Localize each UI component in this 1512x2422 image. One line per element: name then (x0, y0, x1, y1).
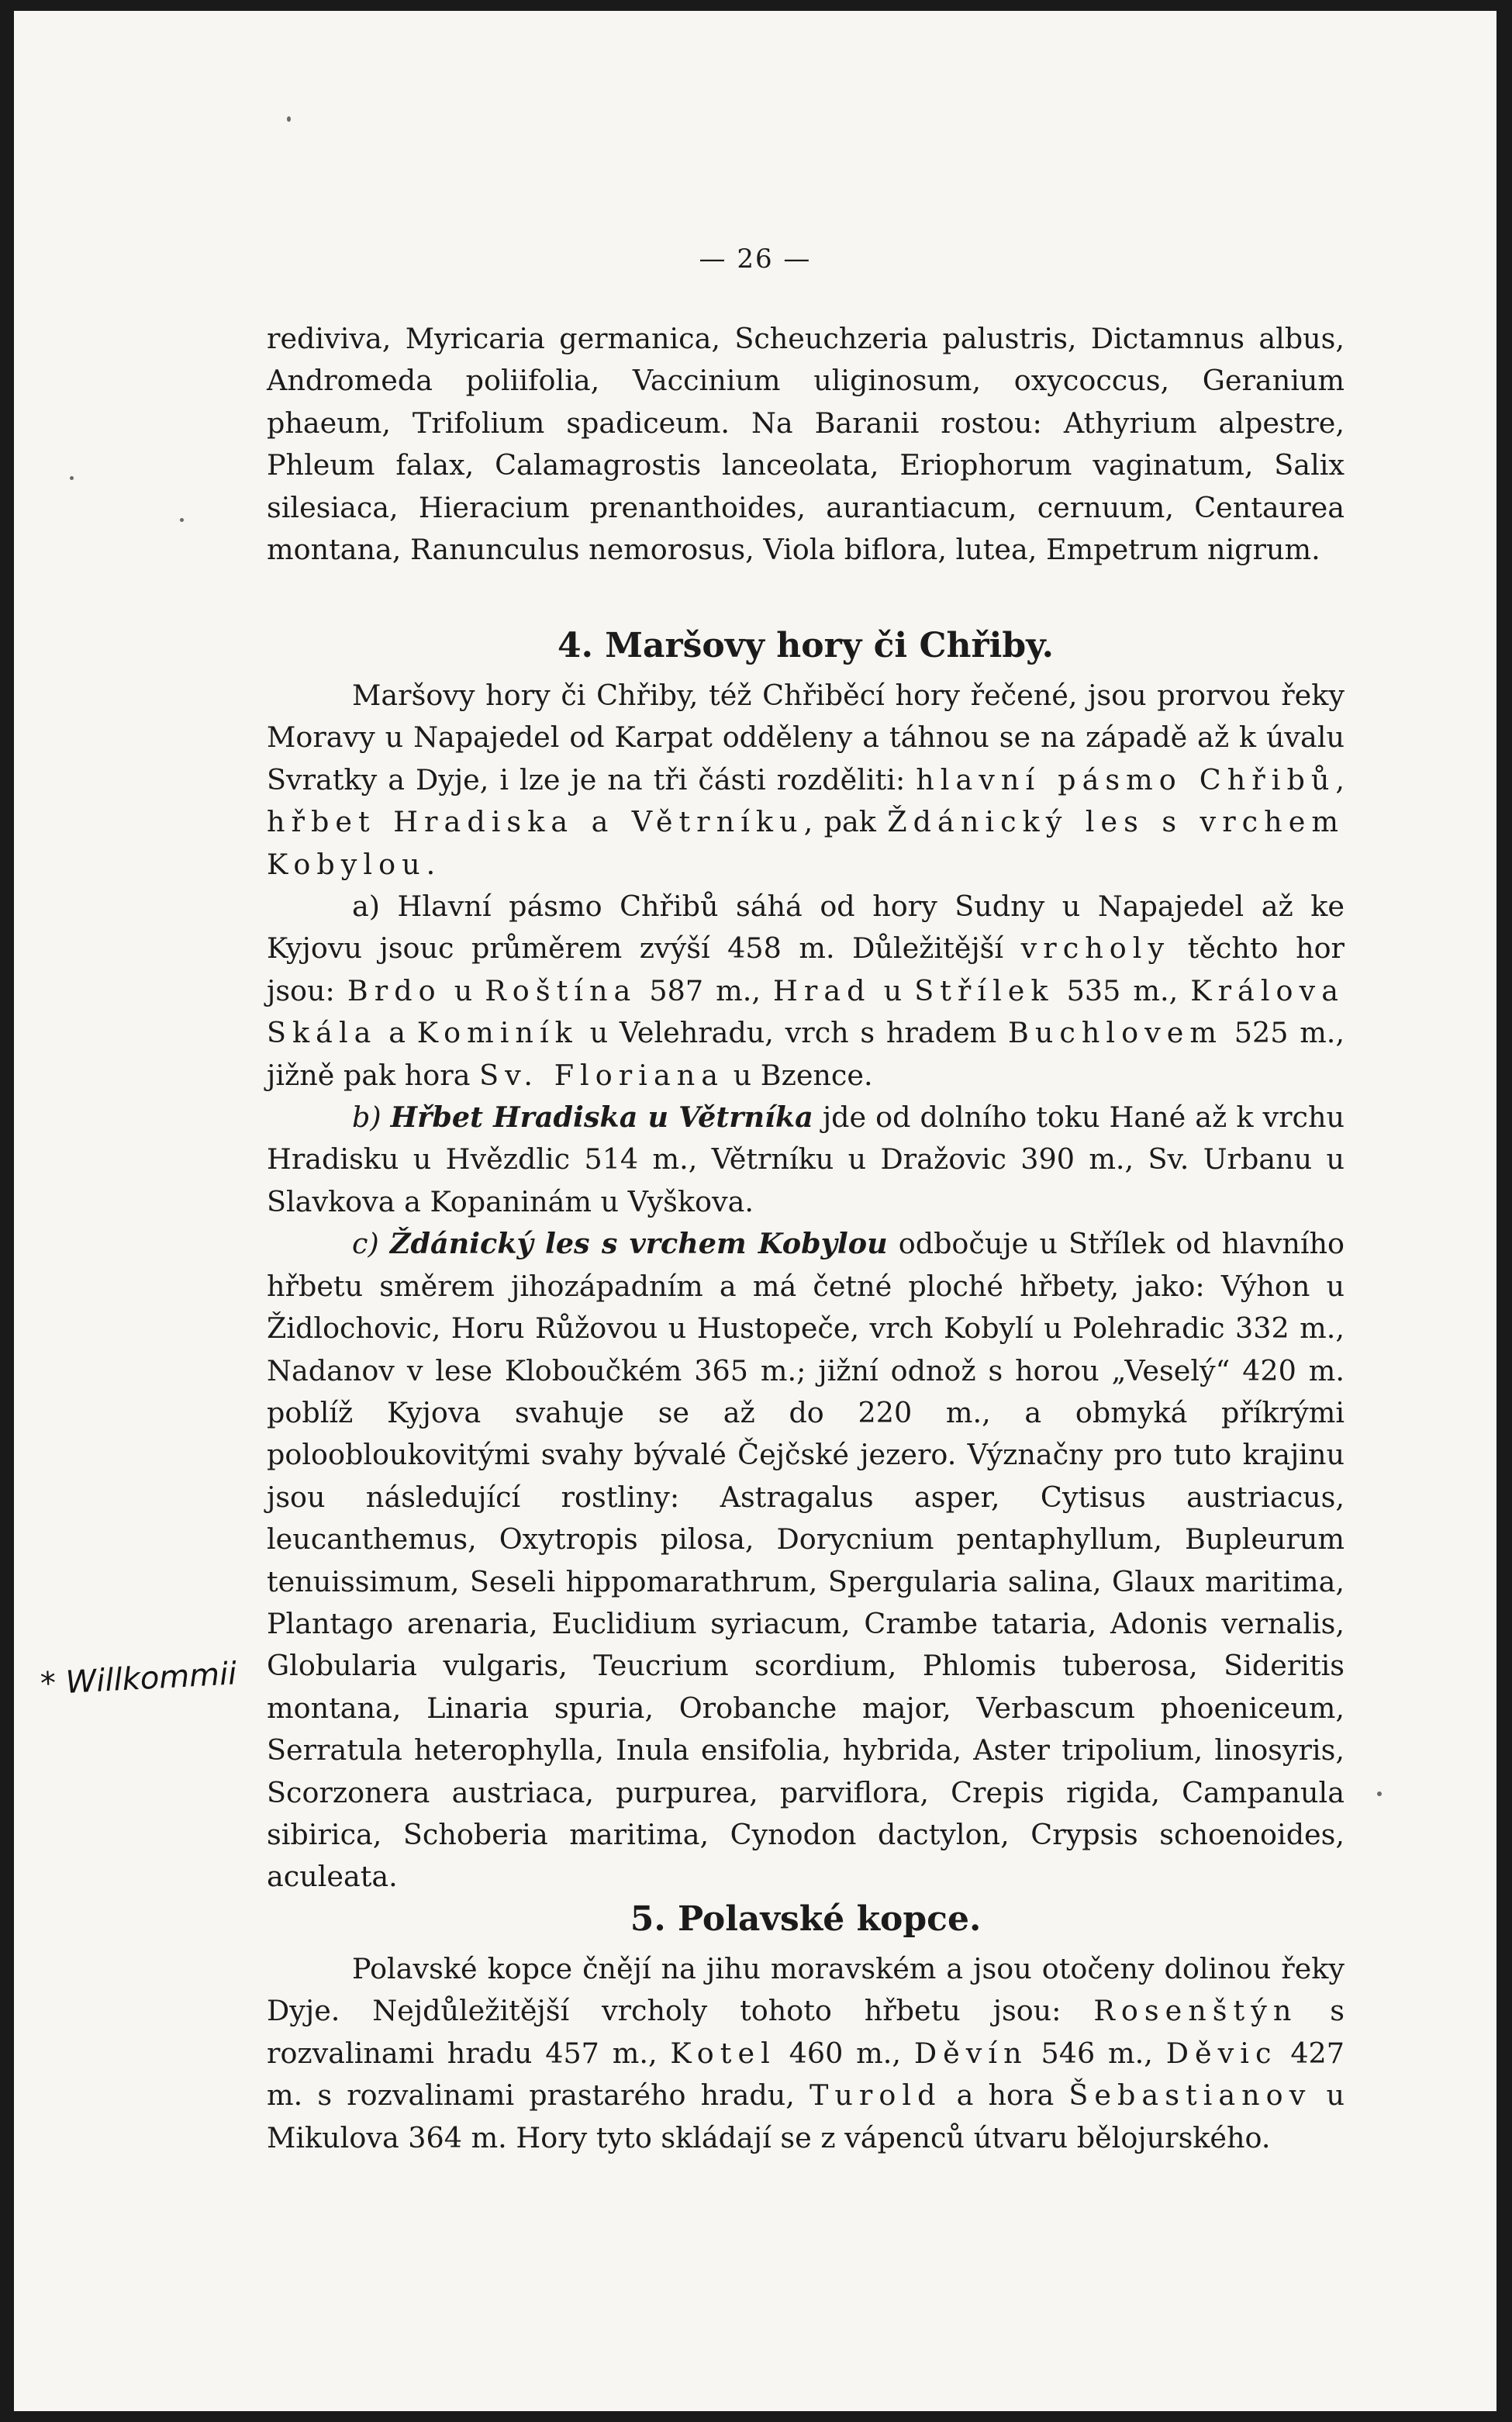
text: Maršovy hory či Chřiby, též Chřiběcí hory řečené, jsou prorvou řeky Moravy u Napajedel od Karpat odděleny a táhnou se na západě až k úvalu Svratky a Dyje, i lze je na tři části rozděliti: (267, 679, 1345, 796)
spaced-term: Roštína (485, 973, 637, 1007)
spaced-term: Děvín (913, 2036, 1028, 2070)
text: , (1335, 762, 1345, 796)
text: , pak (803, 805, 888, 839)
spaced-term: Králova Skála (267, 973, 1345, 1050)
text: 546 m., (1027, 2036, 1166, 2070)
item-label: b) (352, 1100, 381, 1135)
scan-speck (287, 116, 291, 122)
text: Polavské kopce čnějí na jihu moravském a jsou otočeny dolinou řeky Dyje. Nejdůležitější vrcholy tohoto hřbetu jsou: (267, 1952, 1345, 2028)
spaced-term: hlavní pásmo Chřibů (916, 762, 1336, 796)
text: a) Hlavní pásmo Chřibů sáhá od hory Sudny u Napajedel až ke Kyjovu jsouc průměrem zvýší 458 m. Důležitější (267, 890, 1345, 966)
spaced-term: Rosenštýn (1093, 1994, 1298, 2028)
paragraph-polavske (267, 1948, 1345, 2159)
spaced-term: Kominík (416, 1016, 578, 1050)
scan-speck (70, 476, 74, 480)
spaced-term: Sv. Floriana (479, 1058, 725, 1092)
item-title: Hřbet Hradiska u Větrníka (390, 1100, 813, 1135)
text: 525 m., jižně pak hora (267, 1016, 1345, 1092)
spaced-term: Šebastianov (1068, 2078, 1312, 2113)
text: s rozvalinami hradu 457 m., (267, 1994, 1345, 2070)
spaced-term: Buchlovem (1007, 1016, 1224, 1050)
text: odbočuje u Střílek od hlavního hřbetu směrem jihozápadním a má četné ploché hřbety, jako: Výhon u Židlochovic, Horu Růžovou u Hustopeče, vrch Kobylí u Polehradic 332 m., Nadanov v lese Kloboučkém 365 m.; jižní odnož s horou „Veselý“ 420 m. poblíž Kyjova svahuje se až do 220 m., a obmyká příkrými poloobloukovitými svahy bývalé Čejčské jezero. Význačny pro tuto krajinu jsou následující rostliny: Astragalus asper, Cytisus austriacus, leucanthemus, Oxytropis pilosa, Dorycnium pentaphyllum, Bupleurum tenuissimum, Seseli hippomarathrum, Spergularia salina, Glaux maritima, Plantago arenaria, Euclidium syriacum, Crambe tataria, Adonis vernalis, Globularia vulgaris, Teucrium scordium, Phlomis tuberosa, Sideritis montana, Linaria spuria, Orobanche major, Verbascum phoeniceum, Serratula heterophylla, Inula ensifolia, hybrida, Aster tripolium, linosyris, Scorzonera austriaca, purpurea, parviflora, Crepis rigida, Campanula sibirica, Schoberia maritima, Cynodon dactylon, Crypsis schoenoides, aculeata. (267, 1227, 1345, 1894)
text: a hora (941, 2078, 1069, 2113)
section-polavske-kopce (267, 1891, 1345, 2159)
text: jde od dolního toku Hané až k vrchu Hradisku u Hvězdlic 514 m., Větrníku u Dražovic 390 m., Sv. Urbanu u Slavkova a Kopaninám u Vyškova. (267, 1100, 1345, 1218)
scan-speck (1377, 1791, 1382, 1796)
paragraph-intro (267, 675, 1345, 886)
text-block-intro (267, 318, 1345, 571)
section-marsovy-hory (267, 617, 1345, 1899)
text: 535 m., (1054, 973, 1191, 1007)
paragraph-a (267, 886, 1345, 1097)
text: a (377, 1016, 417, 1050)
spaced-term: Kotel (670, 2036, 776, 2070)
page-number: — 26 — (699, 244, 812, 275)
text: u (441, 973, 485, 1007)
spaced-term: vrcholy (1020, 931, 1171, 966)
text: . (426, 847, 436, 881)
text: u Velehradu, vrch s hradem (578, 1016, 1008, 1050)
spaced-term: Turold (810, 2078, 942, 2113)
paragraph-c (267, 1223, 1345, 1899)
text: u Mikulova 364 m. Hory tyto skládají se z vápenců útvaru bělojurského. (267, 2078, 1345, 2154)
text: 460 m., (775, 2036, 914, 2070)
text: 427 m. s rozvalinami prastarého hradu, (267, 2036, 1345, 2113)
spaced-term: Brdo (347, 973, 442, 1007)
text: u (871, 973, 915, 1007)
text: těchto hor jsou: (267, 931, 1345, 1007)
spaced-term: Ždánický les s vrchem Kobylou (267, 805, 1345, 881)
text: 587 m., (637, 973, 773, 1007)
scan-speck (180, 518, 184, 522)
document-page (14, 11, 1496, 2411)
section-heading: 5. Polavské kopce. (630, 1899, 982, 1939)
paragraph-plant-list: rediviva, Myricaria germanica, Scheuchzeria palustris, Dictamnus albus, Andromeda poliifolia, Vaccinium uliginosum, oxycoccus, Geranium phaeum, Trifolium spadiceum. Na Baranii rostou: Athyrium alpestre, Phleum falax, Calamagrostis lanceolata, Eriophorum vaginatum, Salix silesiaca, Hieracium prenanthoides, aurantiacum, cernuum, Centaurea montana, Ranunculus nemorosus, Viola biflora, lutea, Empetrum nigrum. (267, 322, 1345, 567)
text: u Bzence. (724, 1058, 873, 1092)
spaced-term: Střílek (914, 973, 1055, 1007)
paragraph-b (267, 1097, 1345, 1223)
item-label: c) (352, 1227, 379, 1261)
handwritten-annotation: * Willkommii (39, 1656, 238, 1702)
spaced-term: hřbet Hradiska a Větrníku (267, 805, 804, 839)
section-heading: 4. Maršovy hory či Chřiby. (558, 626, 1054, 665)
item-title: Ždánický les s vrchem Kobylou (389, 1227, 888, 1261)
spaced-term: Hrad (773, 973, 872, 1007)
spaced-term: Děvic (1165, 2036, 1278, 2070)
